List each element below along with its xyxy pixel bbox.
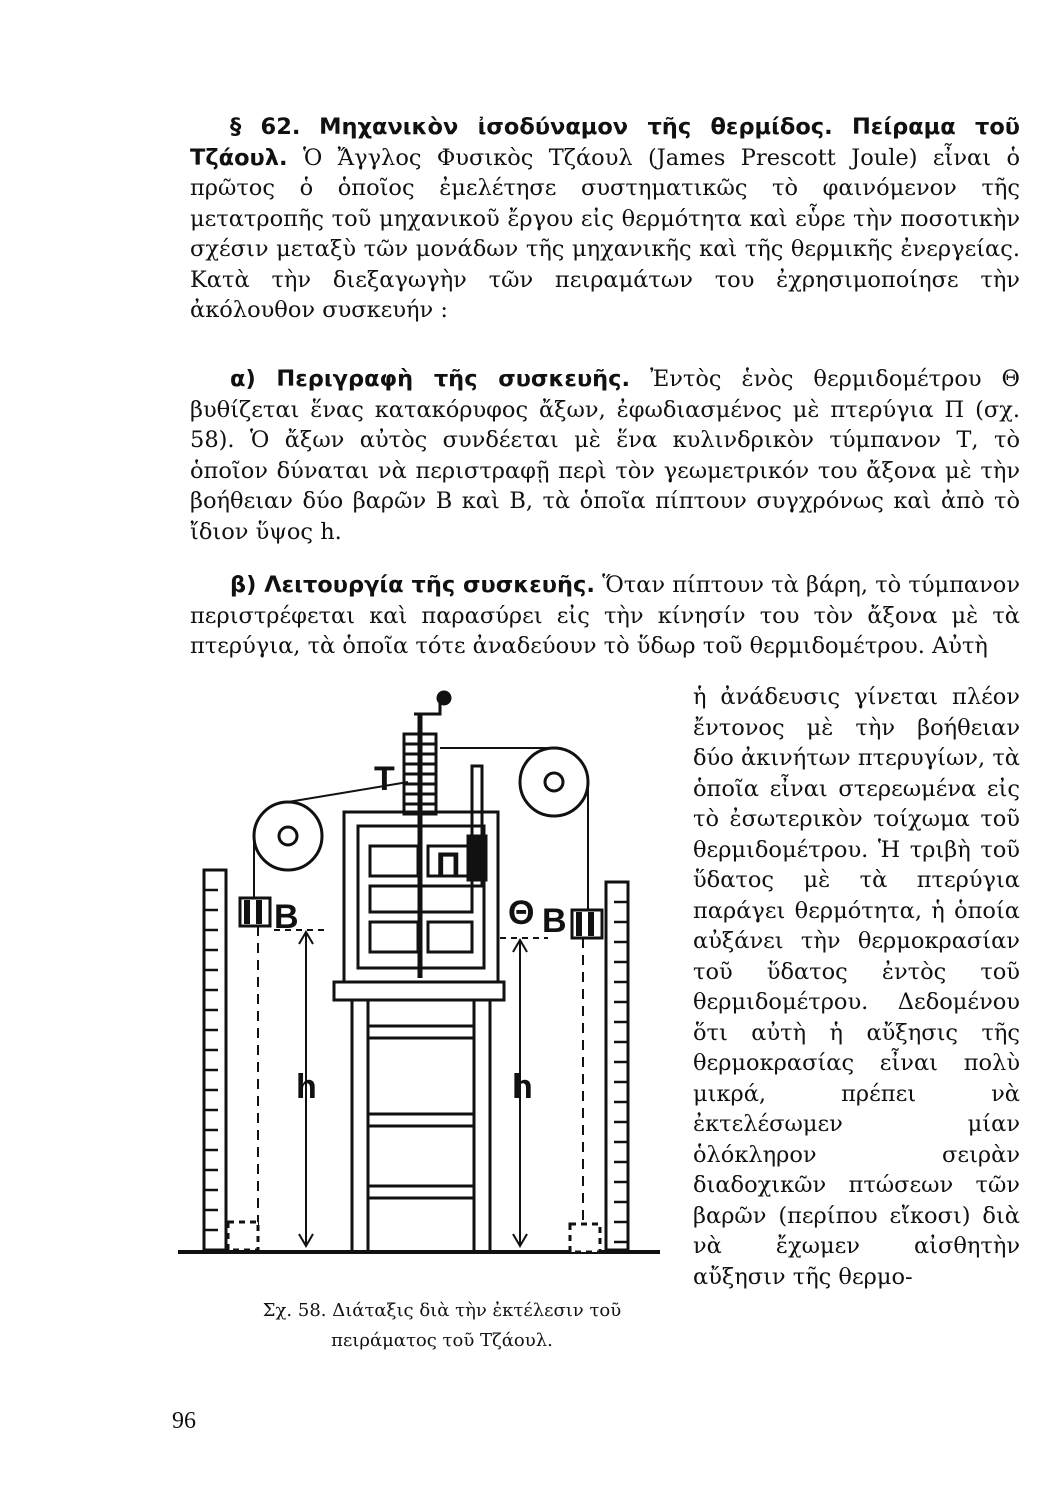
label-weight-left: B — [274, 898, 299, 936]
subsection-a-text: Ἐντὸς ἑνὸς θερμιδομέτρου Θ βυθίζεται ἕνας κατακόρυφος ἄξων, ἐφωδιασμένος μὲ πτερύγια Π (σχ. 58). Ὁ ἄξων αὐτὸς συνδέεται μὲ ἕνα κυλινδρικὸν τύμπανον Τ, τὸ ὁποῖον δύναται νὰ περιστραφῇ περὶ τὸν γεωμετρικόν του ἄξονα μὲ τὴν βοήθειαν δύο βαρῶν Β καὶ Β, τὰ ὁποῖα πίπτουν συγχρόνως καὶ ἀπὸ τὸ ἴδιον ὕψος h. — [190, 366, 1020, 545]
right-scale — [606, 882, 628, 1250]
figure-caption-text: Διάταξις διὰ τὴν ἐκτέλεσιν τοῦ πειράματος τοῦ Τζάουλ. — [331, 1300, 622, 1351]
figure-caption-label: Σχ. 58. — [262, 1300, 327, 1321]
label-paddles: Π — [436, 846, 461, 884]
subsection-a-label: α) Περιγραφὴ τῆς συσκευῆς. — [230, 366, 631, 392]
subsection-b-text: Ὅταν πίπτουν τὰ βάρη, τὸ τύμπανον περιστρέφεται καὶ παρασύρει εἰς τὴν κίνησίν του τὸν ἄξονα μὲ τὰ πτερύγια, τὰ ὁποῖα τότε ἀναδεύουν τὸ ὕδωρ τοῦ θερμιδομέτρου. Αὐτὴ — [190, 572, 1021, 659]
section-intro-text: Ὁ Ἄγγλος Φυσικὸς Τζάουλ (James Prescott Joule) εἶναι ὁ πρῶτος ὁ ὁποῖος ἐμελέτησε συστηματικῶς τὸ φαινόμενον τῆς μετατροπῆς τοῦ μηχανικοῦ ἔργου εἰς θερμότητα καὶ εὗρε τὴν ποσοτικὴν σχέσιν μεταξὺ τῶν μονάδων τῆς μηχανικῆς καὶ τῆς θερμικῆς ἐνεργείας. Κατὰ τὴν διεξαγωγὴν τῶν πειραμάτων του ἐχρησιμοποίησε τὴν ἀκόλουθον συσκευήν : — [190, 144, 1020, 323]
left-weight-fallen — [228, 1222, 258, 1250]
subsection-b-label: β) Λειτουργία τῆς συσκευῆς. — [230, 572, 595, 598]
label-height-left: h — [296, 1068, 317, 1106]
joule-apparatus-figure — [178, 686, 660, 1286]
subsection-b-column-text: ἡ ἀνάδευσις γίνεται πλέον ἔντονος μὲ τὴν βοήθειαν δύο ἀκινήτων πτερυγίων, τὰ ὁποῖα εἶναι στερεωμένα εἰς τὸ ἐσωτερικὸν τοίχωμα τοῦ θερμιδομέτρου. Ἡ τριβὴ τοῦ ὕδατος μὲ τὰ πτερύγια παράγει θερμότητα, ἡ ὁποία αὐξάνει τὴν θερμοκρασίαν τοῦ ὕδατος ἐντὸς τοῦ θερμιδομέτρου. Δεδομένου ὅτι αὐτὴ ἡ αὔξησις τῆς θερμοκρασίας εἶναι πολὺ μικρά, πρέπει νὰ ἐκτελέσωμεν μίαν ὁλόκληρον σειρὰν διαδοχικῶν πτώσεων τῶν βαρῶν (περίπου εἴκοσι) διὰ νὰ ἔχωμεν αἰσθητὴν αὔξησιν τῆς θερμο- — [693, 684, 1020, 1290]
section-62-paragraph — [190, 112, 1020, 326]
label-weight-right: B — [542, 902, 567, 940]
figure-caption — [222, 1296, 662, 1356]
table-top — [334, 982, 504, 1000]
right-weight-fallen — [570, 1224, 600, 1252]
left-scale — [204, 870, 226, 1250]
subsection-a-paragraph — [190, 364, 1020, 547]
section-heading-number: § 62. — [230, 114, 301, 140]
label-height-right: h — [512, 1068, 533, 1106]
section-heading-title: Μηχανικὸν ἰσοδύναμον τῆς θερμίδος. Πείραμα τοῦ Τζάουλ. — [190, 114, 1020, 171]
subsection-b-paragraph — [190, 570, 1020, 662]
label-calorimeter: Θ — [508, 894, 535, 932]
joule-apparatus-diagram — [178, 686, 660, 1286]
page-number: 96 — [172, 1408, 196, 1434]
label-drum: T — [374, 760, 395, 798]
